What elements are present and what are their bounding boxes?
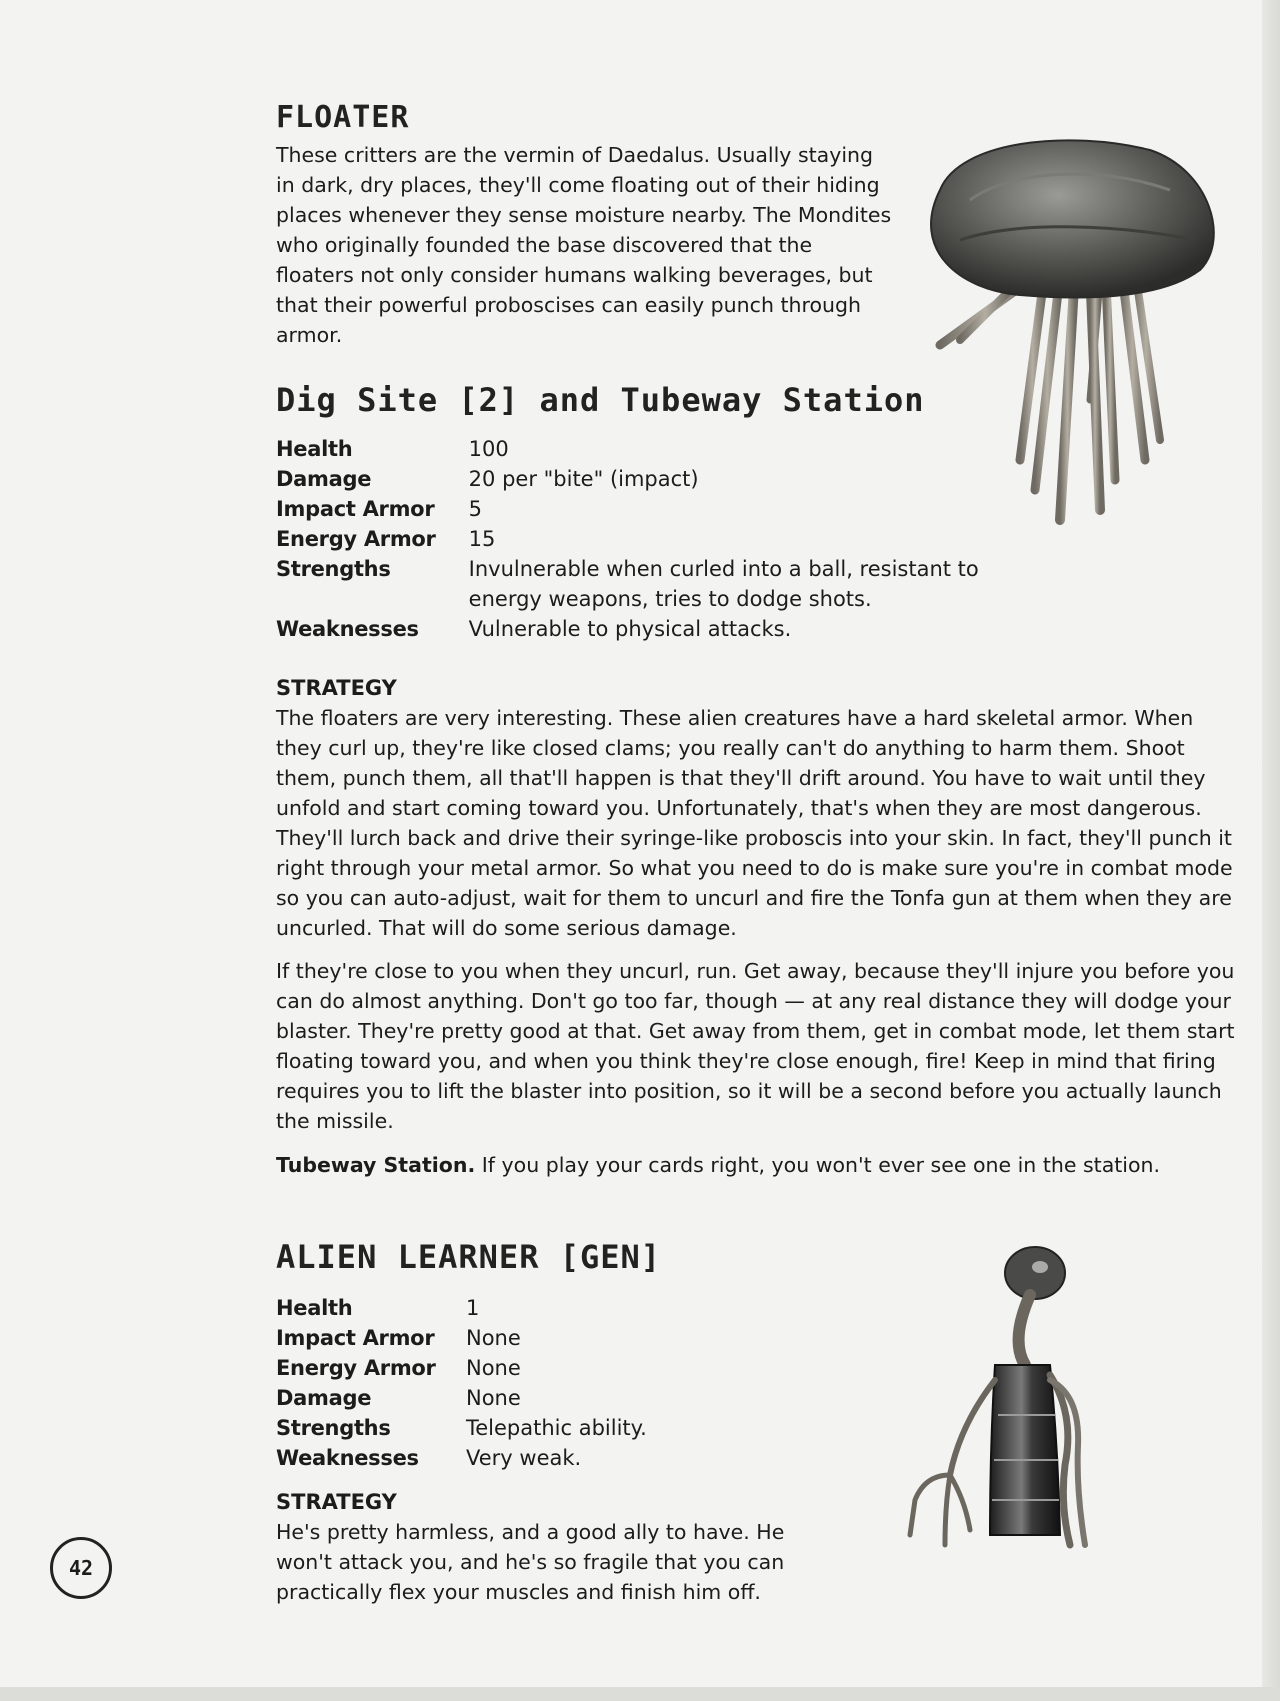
stat-value: None	[466, 1356, 521, 1380]
tubeway-lead: Tubeway Station.	[276, 1153, 476, 1177]
stat-value: 100	[468, 437, 509, 461]
stat-row	[276, 524, 996, 554]
stat-label: Impact Armor	[276, 1326, 435, 1350]
strategy-paragraph-2: If they're close to you when they uncurl, run. Get away, because they'll injure you before you can do almost anything. Don't go too far, though — at any real distance they will dodge your blaster. They're pretty good at that. Get away from them, get in combat mode, let them start floating toward you, and when you think they're close enough, fire! Keep in mind that firing requires you to lift the blaster into position, so it will be a second before you actually launch the missile.	[276, 959, 1235, 1133]
stat-value: Invulnerable when curled into a ball, resistant to energy weapons, tries to dodge shots.	[468, 557, 979, 611]
strategy-paragraph-1: The floaters are very interesting. These alien creatures have a hard skeletal armor. When they curl up, they're like closed clams; you really can't do anything to harm them. Shoot them, punch them, all that'll happen is that they'll drift around. You have to wait until they unfold and start coming toward you. Unfortunately, that's when they are most dangerous. They'll lurch back and drive their syringe-like proboscis into your skin. In fact, they'll punch it right through your metal armor. So what you need to do is make sure you're in combat mode so you can auto-adjust, wait for them to uncurl and fire the Tonfa gun at them when they are uncurled. That will do some serious damage.	[276, 706, 1233, 940]
stat-label: Energy Armor	[276, 1356, 436, 1380]
stat-value: Vulnerable to physical attacks.	[468, 617, 792, 641]
stat-row	[276, 464, 996, 494]
section-heading: Dig Site [2] and Tubeway Station	[276, 381, 925, 419]
stat-row	[276, 1323, 756, 1353]
stat-label: Strengths	[276, 557, 391, 581]
stat-label: Energy Armor	[276, 527, 436, 551]
stat-row	[276, 1443, 756, 1473]
tubeway-text: If you play your cards right, you won't ever see one in the station.	[475, 1153, 1161, 1177]
stat-label: Impact Armor	[276, 497, 435, 521]
stat-label: Health	[276, 1296, 353, 1320]
strategy-title: STRATEGY	[276, 676, 397, 700]
stat-row	[276, 494, 996, 524]
alien-learner-heading: ALIEN LEARNER [GEN]	[276, 1238, 662, 1276]
stat-row	[276, 554, 996, 614]
stat-value: 5	[468, 497, 483, 521]
stat-value: 20 per "bite" (impact)	[468, 467, 699, 491]
stat-row	[276, 1413, 756, 1443]
stat-row	[276, 614, 996, 644]
stat-row	[276, 1293, 756, 1323]
alien-learner-illustration	[890, 1245, 1130, 1565]
stat-value: Very weak.	[466, 1446, 582, 1470]
stat-label: Health	[276, 437, 353, 461]
stat-value: None	[466, 1326, 521, 1350]
stat-row	[276, 434, 996, 464]
floater-stats-table	[276, 434, 996, 644]
alien-strategy-title: STRATEGY	[276, 1490, 397, 1514]
stat-label: Weaknesses	[276, 1446, 419, 1470]
stat-row	[276, 1383, 756, 1413]
floater-heading: FLOATER	[276, 100, 410, 135]
floater-intro: These critters are the vermin of Daedalus. Usually staying in dark, dry places, they'll come floating out of their hiding places whenever they sense moisture nearby. The Mondites who originally founded the base discovered that the floaters not only consider humans walking beverages, but that their powerful proboscises can easily punch through armor.	[276, 143, 892, 347]
alien-stats-table	[276, 1293, 756, 1473]
stat-value: None	[466, 1386, 521, 1410]
alien-strategy-text: He's pretty harmless, and a good ally to have. He won't attack you, and he's so fragile that you can practically flex your muscles and finish him off.	[276, 1520, 785, 1604]
stat-label: Strengths	[276, 1416, 391, 1440]
bottom-edge	[0, 1687, 1280, 1701]
page-edge	[1262, 0, 1280, 1701]
stat-label: Damage	[276, 467, 372, 491]
stat-value: Telepathic ability.	[466, 1416, 647, 1440]
stat-value: 15	[468, 527, 496, 551]
stat-label: Damage	[276, 1386, 372, 1410]
page-number: 42	[50, 1537, 112, 1599]
stat-label: Weaknesses	[276, 617, 419, 641]
stat-value: 1	[466, 1296, 480, 1320]
tubeway-note	[276, 1150, 1236, 1180]
stat-row	[276, 1353, 756, 1383]
